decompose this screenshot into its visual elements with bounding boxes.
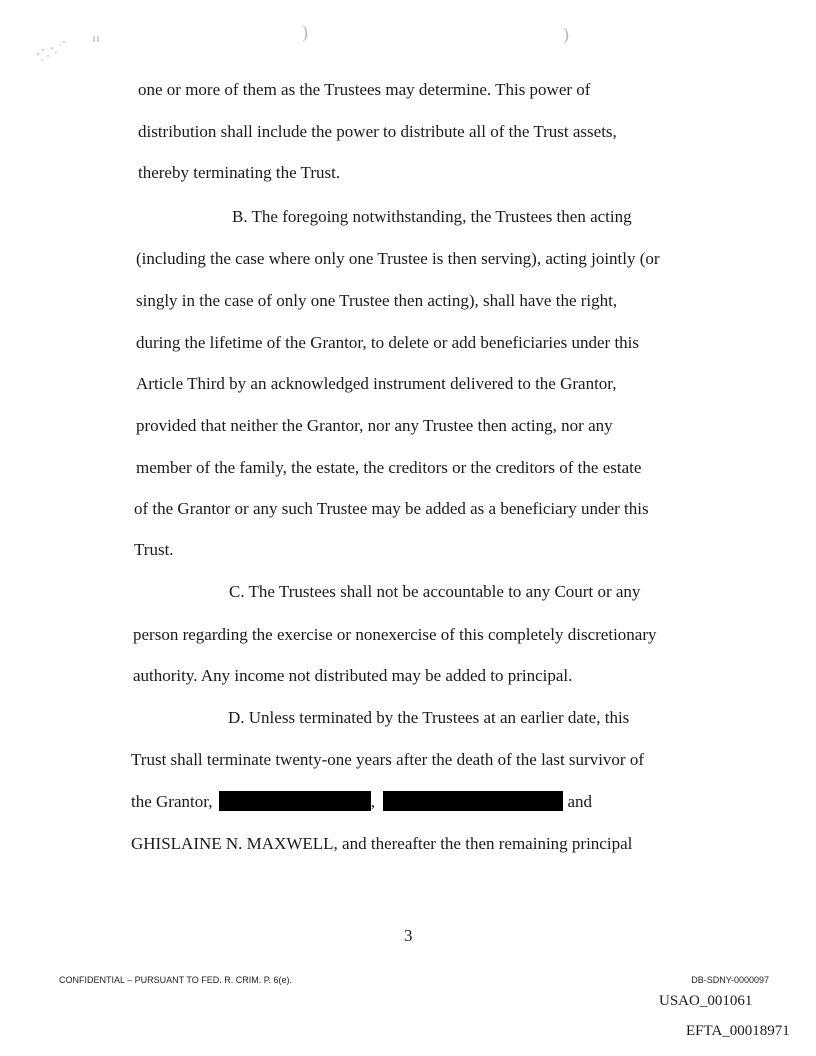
page-number: 3 — [404, 926, 413, 945]
para-c-line-2: person regarding the exercise or nonexercise of this completely discretionary — [133, 625, 657, 644]
para-b-line-5: Article Third by an acknowledged instrument delivered to the Grantor, — [136, 374, 617, 393]
para-b-line-3: singly in the case of only one Trustee then acting), shall have the right, — [136, 291, 618, 310]
scan-speckle-marks — [34, 30, 114, 70]
efta-stamp: EFTA_00018971 — [686, 1023, 790, 1039]
bates-number: DB-SDNY-0000097 — [691, 975, 769, 985]
para-d-line-4: GHISLAINE N. MAXWELL, and thereafter the then remaining principal — [131, 834, 633, 853]
para-d-line-3-comma: , — [370, 792, 375, 811]
para-b-line-1: B. The foregoing notwithstanding, the Trustees then acting — [232, 207, 632, 226]
para-d-line-2: Trust shall terminate twenty-one years after the death of the last survivor of — [131, 750, 645, 769]
confidential-notice: CONFIDENTIAL – PURSUANT TO FED. R. CRIM. P. 6(e). — [59, 975, 293, 985]
redaction-box — [219, 791, 371, 811]
para-d-line-3-start: the Grantor, — [131, 792, 213, 811]
para-b-line-7: member of the family, the estate, the creditors or the creditors of the estate — [136, 458, 642, 477]
para-d-line-3-end: and — [567, 792, 593, 811]
para-c-line-1: C. The Trustees shall not be accountable to any Court or any — [229, 582, 641, 601]
para-b-line-9: Trust. — [134, 540, 174, 559]
para-b-line-4: during the lifetime of the Grantor, to delete or add beneficiaries under this — [136, 333, 640, 352]
scan-artifact-paren-right: ) — [563, 24, 569, 44]
redaction-box — [383, 791, 563, 811]
scan-artifact-paren-left: ) — [302, 22, 308, 42]
para-b-line-6: provided that neither the Grantor, nor any Trustee then acting, nor any — [136, 416, 613, 435]
para-a-line-3: thereby terminating the Trust. — [138, 163, 341, 182]
para-a-line-1: one or more of them as the Trustees may determine. This power of — [138, 80, 591, 99]
para-b-line-2: (including the case where only one Trustee is then serving), acting jointly (or — [136, 249, 660, 268]
para-b-line-8: of the Grantor or any such Trustee may be added as a beneficiary under this — [134, 499, 649, 518]
para-a-line-2: distribution shall include the power to distribute all of the Trust assets, — [138, 122, 617, 141]
usao-stamp: USAO_001061 — [659, 993, 753, 1009]
para-c-line-3: authority. Any income not distributed may be added to principal. — [133, 666, 573, 685]
para-d-line-3 — [131, 791, 592, 812]
para-d-line-1: D. Unless terminated by the Trustees at an earlier date, this — [228, 708, 630, 727]
